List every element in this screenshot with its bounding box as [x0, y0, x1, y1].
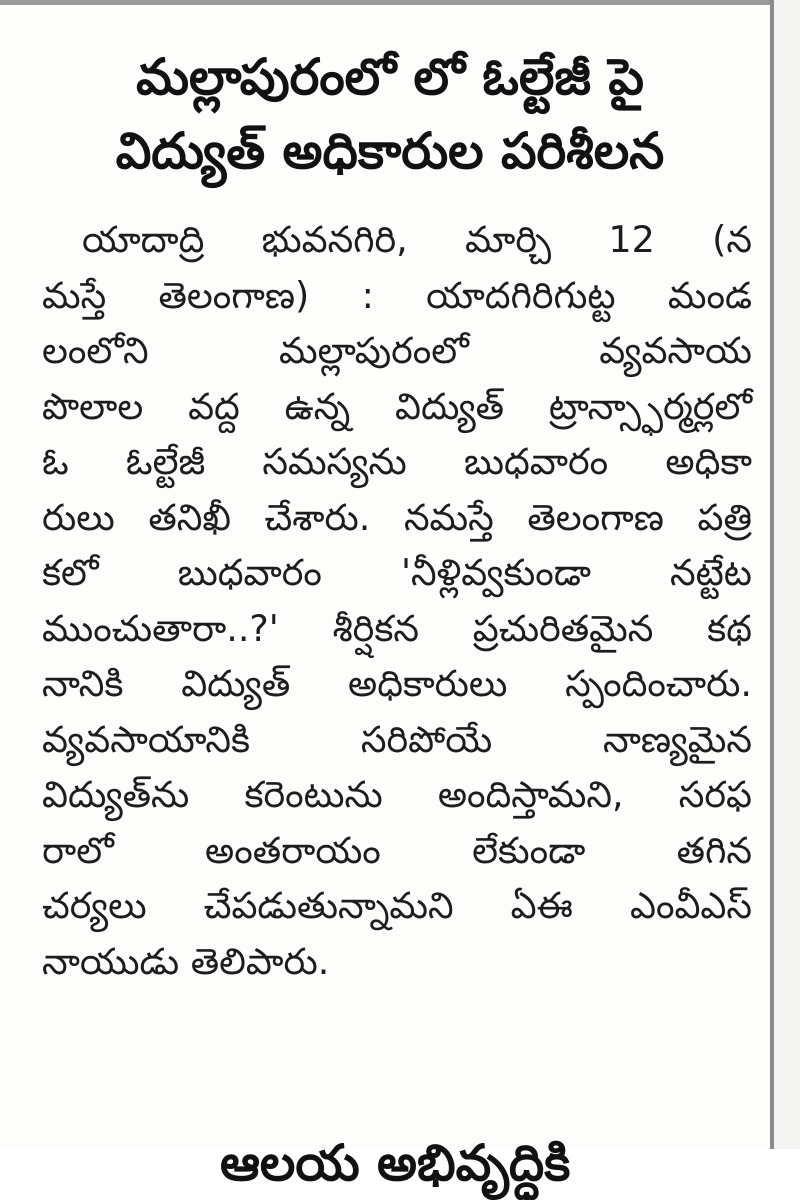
body-line-3: లంలోని మల్లాపురంలో వ్యవసాయ: [42, 329, 752, 372]
article-body: [42, 212, 752, 989]
article-headline: [40, 40, 740, 188]
body-line-1: యాదాద్రి భువనగిరి, మార్చి 12 (న: [82, 218, 752, 261]
body-line-6: రులు తనిఖీ చేశారు. నమస్తే తెలంగాణ పత్రి: [42, 495, 752, 539]
body-line-10: వ్యవసాయానికి సరిపోయే నాణ్యమైన: [42, 717, 752, 761]
body-line-2: మస్తే తెలంగాణ) : యాదగిరిగుట్ట మండ: [42, 273, 752, 317]
body-line-4: పొలాల వద్ద ఉన్న విద్యుత్ ట్రాన్స్ఫార్మర్లలో: [42, 384, 752, 428]
body-line-7: కలో బుధవారం 'నీళ్లివ్వకుండా నట్టేట: [42, 551, 752, 594]
body-line-14: నాయుడు తెలిపారు.: [42, 939, 330, 983]
body-line-13: చర్యలు చేపడుతున్నామని ఏఈ ఎంవీఎస్: [42, 884, 752, 927]
next-article-headline-fragment: ఆలయ అభివృద్ధికి: [220, 1134, 571, 1192]
body-line-9: నానికి విద్యుత్ అధికారులు స్పందించారు.: [42, 662, 752, 705]
headline-line-2: విద్యుత్ అధికారుల పరిశీలన: [115, 122, 665, 180]
top-border-rule: [0, 0, 772, 5]
body-line-11: విద్యుత్‌ను కరెంటును అందిస్తామని, సరఫ: [42, 773, 752, 816]
body-line-5: ఓ ఓల్టేజీ సమస్యను బుధవారం అధికా: [42, 440, 752, 483]
adjacent-column-margin: [774, 0, 800, 1149]
body-line-8: ముంచుతారా..?' శీర్షికన ప్రచురితమైన కథ: [42, 606, 752, 650]
headline-line-1: మల్లాపురంలో లో ఓల్టేజీ పై: [136, 48, 644, 106]
body-line-12: రాలో అంతరాయం లేకుండా తగిన: [42, 828, 752, 872]
